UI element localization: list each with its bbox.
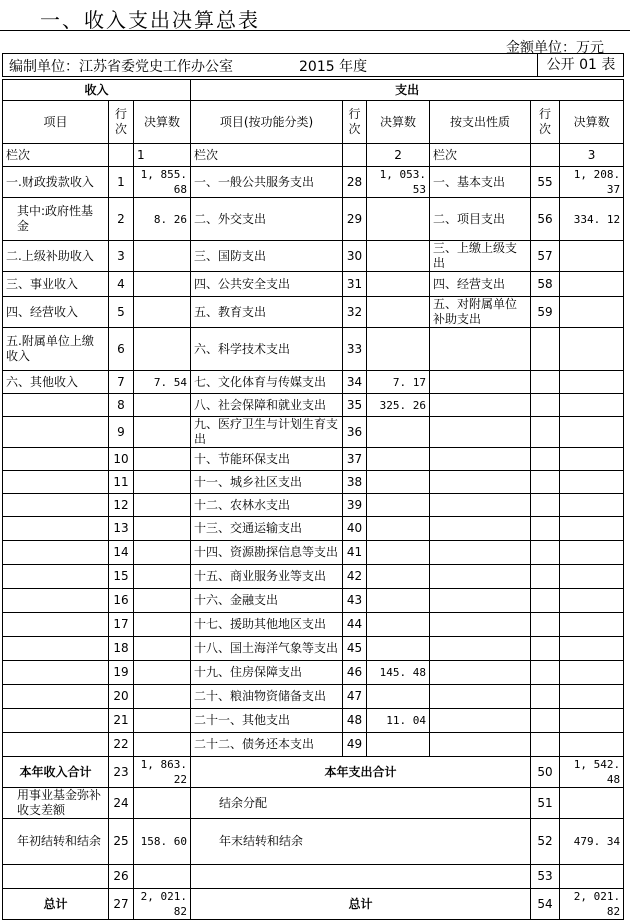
expense-total-label: 总计 — [191, 889, 531, 920]
table-row — [3, 297, 624, 328]
expense-item: 九、医疗卫生与计划生育支出 — [191, 417, 343, 448]
income-line: 18 — [109, 637, 134, 661]
table-row — [3, 167, 624, 198]
nature-item — [430, 371, 531, 394]
expense-item: 三、国防支出 — [191, 241, 343, 272]
nature-amount — [560, 613, 624, 637]
income-amount — [134, 448, 191, 471]
income-item — [3, 494, 109, 517]
expense-header: 支出 — [191, 80, 624, 101]
nature-line — [531, 394, 560, 417]
table-row — [3, 709, 624, 733]
income-line: 15 — [109, 565, 134, 589]
income-line: 1 — [109, 167, 134, 198]
expense-item: 结余分配 — [191, 788, 531, 819]
expense-line: 42 — [343, 565, 367, 589]
expense-item: 六、科学技术支出 — [191, 328, 343, 371]
table-row — [3, 517, 624, 541]
income-line: 21 — [109, 709, 134, 733]
expense-amount — [367, 198, 430, 241]
nature-item — [430, 589, 531, 613]
nature-item — [430, 394, 531, 417]
expense-item: 十二、农林水支出 — [191, 494, 343, 517]
title-underline — [0, 30, 630, 31]
income-amount — [134, 565, 191, 589]
table-row — [3, 788, 624, 819]
nature-line — [531, 637, 560, 661]
nature-line — [531, 494, 560, 517]
expense-line: 35 — [343, 394, 367, 417]
expense-amount — [367, 272, 430, 297]
nature-line: 56 — [531, 198, 560, 241]
table-row — [3, 565, 624, 589]
org-info-row — [2, 53, 624, 77]
nature-item: 五、对附属单位补助支出 — [430, 297, 531, 328]
income-item: 其中:政府性基金 — [3, 198, 109, 241]
income-amount — [134, 272, 191, 297]
income-amount — [134, 471, 191, 494]
nature-amount — [560, 297, 624, 328]
nature-item — [430, 471, 531, 494]
expense-amount: 1, 053. 53 — [367, 167, 430, 198]
expense-line: 32 — [343, 297, 367, 328]
nature-amount — [560, 661, 624, 685]
income-total-label: 本年收入合计 — [3, 757, 109, 788]
nature-amount — [560, 272, 624, 297]
table-row — [3, 272, 624, 297]
nature-line: 58 — [531, 272, 560, 297]
nature-line — [531, 448, 560, 471]
nature-amount — [560, 417, 624, 448]
expense-item: 十六、金融支出 — [191, 589, 343, 613]
income-item: 一.财政拨款收入 — [3, 167, 109, 198]
nature-item — [430, 448, 531, 471]
nature-amount — [560, 241, 624, 272]
budget-table — [2, 79, 624, 920]
nature-line — [531, 613, 560, 637]
expense-item: 十四、资源勘探信息等支出 — [191, 541, 343, 565]
income-item — [3, 865, 109, 889]
col-number-3: 3 — [560, 144, 624, 167]
income-item: 三、事业收入 — [3, 272, 109, 297]
expense-line: 31 — [343, 272, 367, 297]
income-line: 19 — [109, 661, 134, 685]
income-item — [3, 448, 109, 471]
grand-total-row — [3, 889, 624, 920]
nature-item: 一、基本支出 — [430, 167, 531, 198]
nature-amount — [560, 371, 624, 394]
expense-line: 41 — [343, 541, 367, 565]
nature-item — [430, 613, 531, 637]
col-number-label: 栏次 — [3, 144, 109, 167]
expense-line: 51 — [531, 788, 560, 819]
income-line: 2 — [109, 198, 134, 241]
expense-line: 38 — [343, 471, 367, 494]
expense-line: 36 — [343, 417, 367, 448]
expense-line: 28 — [343, 167, 367, 198]
expense-line: 49 — [343, 733, 367, 757]
income-line: 10 — [109, 448, 134, 471]
table-row — [3, 541, 624, 565]
income-amount — [134, 241, 191, 272]
column-number-row — [3, 144, 624, 167]
income-item: 用事业基金弥补收支差额 — [3, 788, 109, 819]
table-row — [3, 494, 624, 517]
expense-amount — [560, 865, 624, 889]
income-item — [3, 637, 109, 661]
income-amount — [134, 541, 191, 565]
expense-item: 十七、援助其他地区支出 — [191, 613, 343, 637]
expense-line: 46 — [343, 661, 367, 685]
income-line: 11 — [109, 471, 134, 494]
expense-amount — [367, 541, 430, 565]
expense-amount — [367, 613, 430, 637]
income-amount — [134, 589, 191, 613]
expense-amount — [367, 448, 430, 471]
table-row — [3, 661, 624, 685]
table-row — [3, 371, 624, 394]
income-line: 16 — [109, 589, 134, 613]
nature-item — [430, 661, 531, 685]
table-row — [3, 198, 624, 241]
expense-amount — [367, 471, 430, 494]
income-item — [3, 613, 109, 637]
expense-item: 一、一般公共服务支出 — [191, 167, 343, 198]
income-item — [3, 589, 109, 613]
nature-item-header: 按支出性质 — [430, 101, 531, 144]
expense-item — [191, 865, 531, 889]
nature-line — [531, 733, 560, 757]
nature-amount — [560, 494, 624, 517]
nature-item — [430, 709, 531, 733]
amount-unit: 金额单位：万元 — [506, 40, 604, 56]
income-line: 20 — [109, 685, 134, 709]
income-amount — [134, 661, 191, 685]
table-row — [3, 613, 624, 637]
expense-item: 十、节能环保支出 — [191, 448, 343, 471]
table-row — [3, 417, 624, 448]
expense-item: 年末结转和结余 — [191, 819, 531, 865]
nature-amount — [560, 448, 624, 471]
nature-line — [531, 661, 560, 685]
expense-item: 五、教育支出 — [191, 297, 343, 328]
expense-line: 29 — [343, 198, 367, 241]
expense-amount — [367, 685, 430, 709]
expense-amount — [367, 241, 430, 272]
income-amount — [134, 865, 191, 889]
expense-item: 十五、商业服务业等支出 — [191, 565, 343, 589]
nature-amount-header: 决算数 — [560, 101, 624, 144]
nature-line — [531, 471, 560, 494]
income-total-line: 23 — [109, 757, 134, 788]
expense-amount: 325. 26 — [367, 394, 430, 417]
nature-line — [531, 517, 560, 541]
nature-amount — [560, 394, 624, 417]
income-amount — [134, 613, 191, 637]
table-row — [3, 865, 624, 889]
income-line: 14 — [109, 541, 134, 565]
expense-line: 44 — [343, 613, 367, 637]
nature-amount — [560, 328, 624, 371]
income-item — [3, 733, 109, 757]
income-item — [3, 394, 109, 417]
nature-item: 二、项目支出 — [430, 198, 531, 241]
income-line: 8 — [109, 394, 134, 417]
nature-item — [430, 637, 531, 661]
col-number-label: 栏次 — [430, 144, 531, 167]
nature-line — [531, 565, 560, 589]
total-row — [3, 757, 624, 788]
nature-amount — [560, 637, 624, 661]
income-item — [3, 517, 109, 541]
nature-item — [430, 417, 531, 448]
expense-amount — [367, 417, 430, 448]
expense-total-amount: 1, 542. 48 — [560, 757, 624, 788]
expense-line: 37 — [343, 448, 367, 471]
column-header-row — [3, 101, 624, 144]
income-line: 25 — [109, 819, 134, 865]
nature-line — [531, 685, 560, 709]
nature-item — [430, 517, 531, 541]
income-line-header: 行次 — [109, 101, 134, 144]
nature-line — [531, 541, 560, 565]
nature-line — [531, 709, 560, 733]
expense-amount: 479. 34 — [560, 819, 624, 865]
org-name: 编制单位：江苏省委党史工作办公室 — [9, 59, 233, 75]
income-item: 四、经营收入 — [3, 297, 109, 328]
income-item — [3, 685, 109, 709]
table-row — [3, 394, 624, 417]
nature-amount — [560, 685, 624, 709]
income-item: 五.附属单位上缴收入 — [3, 328, 109, 371]
income-amount: 1, 855. 68 — [134, 167, 191, 198]
table-row — [3, 471, 624, 494]
income-total-amount: 2, 021. 82 — [134, 889, 191, 920]
income-amount — [134, 394, 191, 417]
income-amount: 158. 60 — [134, 819, 191, 865]
income-item — [3, 661, 109, 685]
income-line: 13 — [109, 517, 134, 541]
income-amount — [134, 517, 191, 541]
expense-line: 53 — [531, 865, 560, 889]
income-line: 22 — [109, 733, 134, 757]
expense-amount — [367, 589, 430, 613]
page-title: 一、收入支出决算总表 — [40, 8, 260, 32]
income-amount — [134, 297, 191, 328]
income-item — [3, 565, 109, 589]
income-amount: 8. 26 — [134, 198, 191, 241]
income-line: 5 — [109, 297, 134, 328]
table-row — [3, 819, 624, 865]
expense-amount — [367, 733, 430, 757]
table-row — [3, 328, 624, 371]
income-item: 六、其他收入 — [3, 371, 109, 394]
nature-item — [430, 494, 531, 517]
expense-item: 十一、城乡社区支出 — [191, 471, 343, 494]
table-row — [3, 733, 624, 757]
income-amount — [134, 637, 191, 661]
income-line: 26 — [109, 865, 134, 889]
expense-total-label: 本年支出合计 — [191, 757, 531, 788]
income-amount — [134, 685, 191, 709]
table-row — [3, 637, 624, 661]
income-amount-header: 决算数 — [134, 101, 191, 144]
fiscal-year: 2015 年度 — [299, 59, 368, 75]
nature-amount — [560, 733, 624, 757]
income-header: 收入 — [3, 80, 191, 101]
income-amount — [134, 417, 191, 448]
income-line: 12 — [109, 494, 134, 517]
nature-line — [531, 417, 560, 448]
nature-line-header: 行次 — [531, 101, 560, 144]
table-row — [3, 685, 624, 709]
income-item — [3, 541, 109, 565]
income-amount — [134, 733, 191, 757]
income-item: 二.上级补助收入 — [3, 241, 109, 272]
col-number-1: 1 — [134, 144, 191, 167]
expense-line: 43 — [343, 589, 367, 613]
expense-item: 二十、粮油物资储备支出 — [191, 685, 343, 709]
income-amount — [134, 328, 191, 371]
expense-item: 四、公共安全支出 — [191, 272, 343, 297]
nature-item — [430, 328, 531, 371]
income-amount — [134, 494, 191, 517]
expense-total-amount: 2, 021. 82 — [560, 889, 624, 920]
table-row — [3, 241, 624, 272]
expense-line: 30 — [343, 241, 367, 272]
income-total-line: 27 — [109, 889, 134, 920]
expense-item: 七、文化体育与传媒支出 — [191, 371, 343, 394]
expense-item: 十三、交通运输支出 — [191, 517, 343, 541]
func-amount-header: 决算数 — [367, 101, 430, 144]
expense-line: 45 — [343, 637, 367, 661]
col-number-2: 2 — [367, 144, 430, 167]
nature-line: 55 — [531, 167, 560, 198]
income-total-amount: 1, 863. 22 — [134, 757, 191, 788]
nature-amount — [560, 589, 624, 613]
expense-amount: 145. 48 — [367, 661, 430, 685]
income-line: 9 — [109, 417, 134, 448]
nature-amount: 334. 12 — [560, 198, 624, 241]
func-item-header: 项目(按功能分类) — [191, 101, 343, 144]
income-item-header: 项目 — [3, 101, 109, 144]
income-total-label: 总计 — [3, 889, 109, 920]
expense-item: 十九、住房保障支出 — [191, 661, 343, 685]
expense-amount — [367, 494, 430, 517]
income-line: 17 — [109, 613, 134, 637]
income-line: 24 — [109, 788, 134, 819]
income-line: 7 — [109, 371, 134, 394]
nature-item — [430, 685, 531, 709]
expense-amount — [560, 788, 624, 819]
expense-line: 39 — [343, 494, 367, 517]
nature-item — [430, 565, 531, 589]
income-item — [3, 471, 109, 494]
nature-line — [531, 328, 560, 371]
expense-item: 二十一、其他支出 — [191, 709, 343, 733]
income-line: 3 — [109, 241, 134, 272]
expense-amount — [367, 297, 430, 328]
expense-amount — [367, 328, 430, 371]
expense-item: 二、外交支出 — [191, 198, 343, 241]
expense-line: 47 — [343, 685, 367, 709]
expense-item: 二十二、债务还本支出 — [191, 733, 343, 757]
nature-amount — [560, 541, 624, 565]
nature-amount — [560, 709, 624, 733]
income-amount: 7. 54 — [134, 371, 191, 394]
section-header-row — [3, 80, 624, 101]
nature-amount — [560, 471, 624, 494]
expense-line: 52 — [531, 819, 560, 865]
expense-line: 33 — [343, 328, 367, 371]
col-number-label: 栏次 — [191, 144, 343, 167]
nature-item — [430, 541, 531, 565]
expense-amount — [367, 565, 430, 589]
nature-line — [531, 371, 560, 394]
income-item — [3, 417, 109, 448]
table-row — [3, 589, 624, 613]
nature-item — [430, 733, 531, 757]
expense-line: 34 — [343, 371, 367, 394]
nature-amount — [560, 517, 624, 541]
table-row — [3, 448, 624, 471]
income-item — [3, 709, 109, 733]
nature-line: 57 — [531, 241, 560, 272]
expense-amount: 11. 04 — [367, 709, 430, 733]
income-line: 4 — [109, 272, 134, 297]
expense-item: 八、社会保障和就业支出 — [191, 394, 343, 417]
expense-amount — [367, 517, 430, 541]
nature-amount — [560, 565, 624, 589]
nature-amount: 1, 208. 37 — [560, 167, 624, 198]
nature-line — [531, 589, 560, 613]
expense-amount: 7. 17 — [367, 371, 430, 394]
expense-total-line: 50 — [531, 757, 560, 788]
nature-line: 59 — [531, 297, 560, 328]
table-number: 公开 01 表 — [537, 54, 624, 76]
income-amount — [134, 709, 191, 733]
func-line-header: 行次 — [343, 101, 367, 144]
income-item: 年初结转和结余 — [3, 819, 109, 865]
nature-item: 三、上缴上级支出 — [430, 241, 531, 272]
expense-amount — [367, 637, 430, 661]
nature-item: 四、经营支出 — [430, 272, 531, 297]
income-amount — [134, 788, 191, 819]
expense-line: 48 — [343, 709, 367, 733]
expense-item: 十八、国土海洋气象等支出 — [191, 637, 343, 661]
expense-total-line: 54 — [531, 889, 560, 920]
income-line: 6 — [109, 328, 134, 371]
expense-line: 40 — [343, 517, 367, 541]
